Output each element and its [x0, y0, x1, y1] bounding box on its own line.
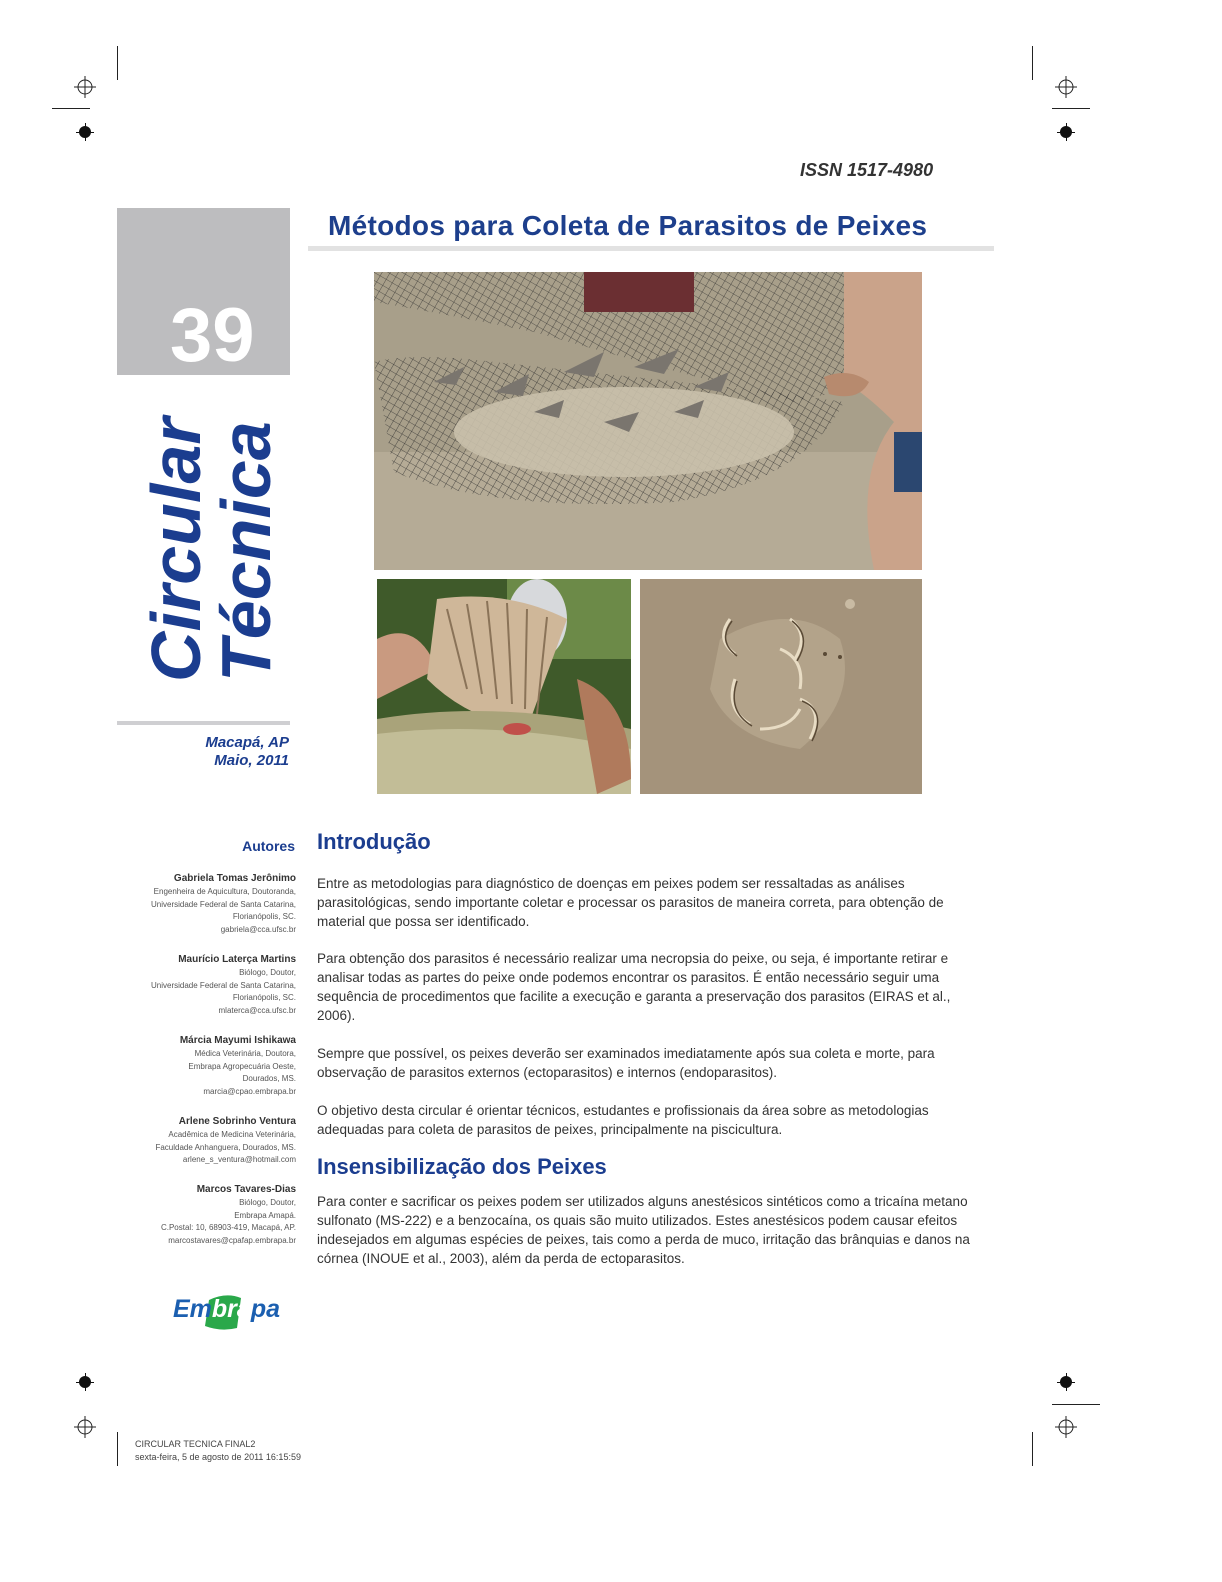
author-entry [118, 871, 296, 936]
section2-paragraph: Para conter e sacrificar os peixes podem ser utilizados alguns anestésicos sintéticos como a tricaína metano sulfonato (MS-222) e a benzocaína, os quais são muito utilizados. Estes anestésicos podem causar efeitos indesejados em algumas espécies de peixes, tais como a perda de muco, irritação das brânquias e danos na córnea (INOUE et al., 2003), além da perda de ectoparasitos. [317, 1194, 970, 1266]
author-email: mlaterca@cca.ufsc.br [218, 1005, 296, 1015]
crop-mark [117, 1432, 118, 1466]
author-detail: Acadêmica de Medicina Veterinária, [168, 1130, 296, 1139]
page-title: Métodos para Coleta de Parasitos de Peixes [328, 210, 928, 241]
photo-fish-net [374, 272, 922, 570]
crop-mark [117, 46, 118, 80]
author-detail: Universidade Federal de Santa Catarina, [151, 980, 296, 990]
author-detail: Médica Veterinária, Doutora, [194, 1049, 296, 1058]
publication-date: Maio, 2011 [214, 752, 289, 769]
crop-mark [52, 108, 90, 109]
author-entry [118, 1114, 296, 1167]
author-detail: Faculdade Anhanguera, Dourados, MS. [155, 1142, 296, 1152]
series-word-tecnica: Técnica [207, 421, 285, 682]
author-entry [118, 952, 296, 1017]
photo-fish-fin [377, 579, 631, 794]
author-detail: Biólogo, Doutor, [239, 968, 296, 977]
authors-heading: Autores [242, 838, 295, 854]
footer-filename: CIRCULAR TECNICA FINAL2 [135, 1439, 256, 1449]
author-name: Arlene Sobrinho Ventura [178, 1116, 296, 1127]
section-heading-insensibilizacao: Insensibilização dos Peixes [317, 1154, 607, 1179]
publication-place-date [205, 734, 289, 770]
publication-location: Macapá, AP [205, 734, 289, 751]
author-email: marcostavares@cpafap.embrapa.br [168, 1235, 296, 1245]
photo-parasite-microscopy [640, 579, 922, 794]
author-name: Gabriela Tomas Jerônimo [173, 873, 296, 884]
intro-paragraph: O objetivo desta circular é orientar técnicos, estudantes e profissionais da área sobre as metodologias adequadas para coleta de parasitos de peixes, principalmente na piscicultura. [317, 1103, 929, 1137]
intro-paragraph: Entre as metodologias para diagnóstico de doenças em peixes podem ser ressaltadas as análises parasitológicas, sendo importante coletar e processar os parasitos de maneira correta, para obtenção de material que possa ser identificado. [317, 876, 944, 929]
registration-dot-icon [79, 126, 91, 138]
crop-mark [1052, 108, 1090, 109]
intro-paragraph: Para obtenção dos parasitos é necessário realizar uma necropsia do peixe, ou seja, é importante retirar e analisar todas as partes do peixe onde podemos encontrar os parasitos. É então necessário seguir uma sequência de procedimentos que facilite a execução e garanta a preservação dos parasitos (EIRAS et al., 2006). [317, 951, 951, 1023]
author-email: gabriela@cca.ufsc.br [220, 924, 296, 934]
author-entry [118, 1182, 296, 1247]
left-divider [117, 721, 290, 725]
embrapa-logo [171, 1292, 280, 1337]
issn-label: ISSN 1517-4980 [800, 160, 934, 180]
registration-dot-icon [79, 1376, 91, 1388]
author-email: marcia@cpao.embrapa.br [203, 1086, 296, 1096]
author-email: arlene_s_ventura@hotmail.com [182, 1155, 296, 1164]
embrapa-logo-text [173, 1295, 280, 1324]
print-footer [135, 1438, 301, 1464]
author-name: Márcia Mayumi Ishikawa [179, 1035, 296, 1046]
author-detail: Engenheira de Aquicultura, Doutoranda, [153, 887, 296, 896]
section-heading-introducao: Introdução [317, 829, 431, 854]
author-entry [118, 1033, 296, 1098]
series-number: 39 [170, 293, 255, 378]
author-detail: Florianópolis, SC. [232, 993, 296, 1002]
logo-text-bra: bra [211, 1295, 251, 1323]
registration-dot-icon [1060, 1376, 1072, 1388]
author-detail: Florianópolis, SC. [232, 912, 296, 921]
footer-timestamp: sexta-feira, 5 de agosto de 2011 16:15:59 [135, 1452, 301, 1462]
author-detail: C.Postal: 10, 68903-419, Macapá, AP. [160, 1223, 296, 1232]
series-word-circular: Circular [137, 417, 215, 682]
author-detail: Dourados, MS. [242, 1074, 296, 1083]
author-name: Maurício Laterça Martins [178, 954, 296, 965]
registration-mark-icon [74, 76, 96, 98]
intro-paragraph: Sempre que possível, os peixes deverão ser examinados imediatamente após sua coleta e morte, para observação de parasitos externos (ectoparasitos) e internos (endoparasitos). [317, 1046, 935, 1080]
author-name: Marcos Tavares-Dias [196, 1184, 296, 1195]
crop-mark [1052, 1404, 1100, 1405]
crop-mark [1032, 1432, 1033, 1466]
logo-text-pa: pa [250, 1295, 280, 1323]
author-detail: Biólogo, Doutor, [239, 1198, 296, 1207]
registration-mark-icon [1055, 1416, 1077, 1438]
author-detail: Universidade Federal de Santa Catarina, [151, 899, 296, 909]
logo-text-em: Em [173, 1295, 212, 1323]
registration-dot-icon [1060, 126, 1072, 138]
title-divider [308, 246, 994, 251]
author-detail: Embrapa Agropecuária Oeste, [188, 1061, 296, 1071]
registration-mark-icon [74, 1416, 96, 1438]
registration-mark-icon [1055, 76, 1077, 98]
crop-mark [1032, 46, 1033, 80]
author-detail: Embrapa Amapá. [234, 1210, 296, 1220]
